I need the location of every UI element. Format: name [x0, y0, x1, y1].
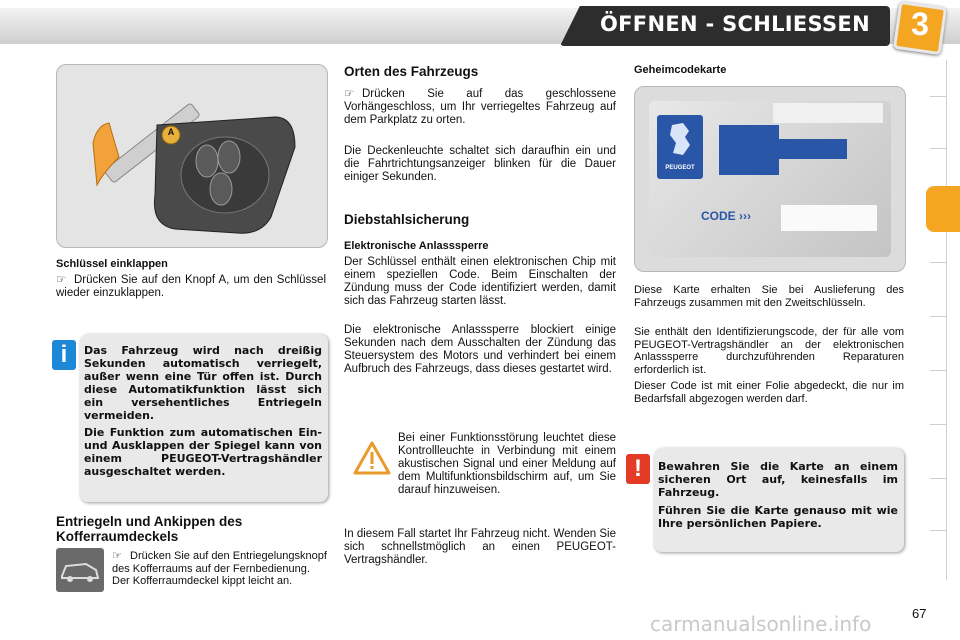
trunk-title-line-1: Entriegeln und Ankippen des [56, 514, 243, 529]
fold-paragraph: ☞ Drücken Sie auf den Knopf A, um den Schlüssel wieder einzuklappen. [56, 274, 326, 299]
info-text-2: Die Funktion zum automatischen Ein- und Ausklappen der Spiegel kann von einem PEUGEOT-Vertragshändler ausgeschaltet werden. [84, 426, 322, 478]
trunk-paragraph: ☞ Drücken Sie auf den Entriegelungsknopf des Kofferraums auf der Fernbedienung. Der Kofferraumdeckel kippt leicht an. [112, 550, 327, 587]
chapter-tab [930, 478, 946, 479]
info-text-1: Das Fahrzeug wird nach dreißig Sekunden automatisch verriegelt, außer wenn eine Tür offen ist. Durch diese Automatikfunktion lässt sich ein versehentliches Entriegeln vermeiden. [84, 344, 322, 422]
folding-key-icon [57, 65, 327, 247]
chapter-tab [930, 96, 946, 97]
chapter-tab [930, 424, 946, 425]
card-key-shape [719, 125, 779, 175]
warning-paragraph-2: In diesem Fall startet Ihr Fahrzeug nicht. Wenden Sie sich schnellstmöglich an einen PEUGEOT-Vertragshändler. [344, 528, 616, 566]
warning-box-text-1: Bewahren Sie die Karte an einem sicheren Ort auf, keinesfalls im Fahrzeug. [658, 460, 898, 499]
theft-title: Diebstahlsicherung [344, 212, 470, 227]
chapter-tab-active [926, 186, 960, 232]
hand-pointer-icon: ☞ [56, 274, 67, 286]
locate-title: Orten des Fahrzeugs [344, 64, 479, 79]
card-paragraph-3: Dieser Code ist mit einer Folie abgedeckt, die nur im Bedarfsfall abgezogen werden darf. [634, 380, 904, 405]
fold-title: Schlüssel einklappen [56, 258, 168, 270]
immobilizer-title: Elektronische Anlasssperre [344, 240, 489, 252]
page-number: 67 [912, 606, 927, 621]
page-title: ÖFFNEN - SCHLIESSEN [600, 12, 870, 36]
card-field [773, 103, 883, 123]
card-paragraph-1: Diese Karte erhalten Sie bei Auslieferung des Fahrzeugs zusammen mit den Zweitschlüsseln. [634, 284, 904, 309]
exclamation-icon: ! [626, 454, 650, 484]
car-trunk-icon [56, 548, 104, 592]
card-title: Geheimcodekarte [634, 64, 727, 76]
chapter-tab [930, 530, 946, 531]
key-illustration [56, 64, 328, 248]
card-code-label: CODE ››› [701, 209, 751, 223]
info-icon: i [52, 340, 76, 370]
code-card-illustration [634, 86, 906, 272]
card-paragraph-2: Sie enthält den Identifizierungscode, der für alle vom PEUGEOT-Vertragshändler an der elektronischen Anlasssperre durchzuführenden Reparaturen erforderlich ist. [634, 326, 904, 376]
watermark: carmanualsonline.info [650, 612, 872, 636]
chapter-tab [930, 370, 946, 371]
chapter-tab [930, 148, 946, 149]
immobilizer-paragraph-1: Der Schlüssel enthält einen elektronischen Chip mit einem speziellen Code. Beim Einschalten der Zündung muss der Code identifiziert werden, damit sich das Fahrzeug starten lässt. [344, 256, 616, 307]
locate-paragraph: Die Deckenleuchte schaltet sich daraufhin ein und die Fahrtrichtungsanzeiger blinken für die Dauer einiger Sekunden. [344, 145, 616, 183]
key-button-label: A [167, 127, 175, 137]
warning-paragraph-1: Bei einer Funktionsstörung leuchtet diese Kontrollleuchte in Verbindung mit einem akustischen Signal und einer Meldung auf dem Multifunktionsbildschirm auf, um Sie darauf hinzuweisen. [344, 432, 616, 498]
warning-icon-spacer [344, 432, 398, 498]
chapter-tab [930, 316, 946, 317]
brand-logo-panel [657, 115, 703, 179]
trunk-title-line-2: Kofferraumdeckels [56, 529, 179, 544]
immobilizer-paragraph-2: Die elektronische Anlasssperre blockiert einige Sekunden nach dem Ausschalten der Zündung das Steuersystem des Motors und verhindert bei einem Aufbruch des Fahrzeugs, dass dieses gestartet wird. [344, 324, 616, 375]
code-covered-area [781, 205, 877, 231]
hand-pointer-icon: ☞ [344, 88, 355, 100]
locate-bullet: ☞ Drücken Sie auf das geschlossene Vorhängeschloss, um Ihr verriegeltes Fahrzeug auf dem Parkplatz zu orten. [344, 88, 616, 126]
trunk-button-image [56, 548, 104, 592]
brand-name: PEUGEOT [665, 165, 695, 171]
lion-logo-icon [657, 115, 703, 165]
card-key-blade [775, 139, 847, 159]
chapter-tab [930, 262, 946, 263]
chevrons-icon: ››› [735, 209, 751, 223]
warning-box-text-2: Führen Sie die Karte genauso mit wie Ihre persönlichen Papiere. [658, 504, 898, 530]
chapter-number: 3 [911, 6, 929, 42]
chapter-tab-rail [946, 60, 960, 580]
hand-pointer-icon: ☞ [112, 550, 122, 562]
